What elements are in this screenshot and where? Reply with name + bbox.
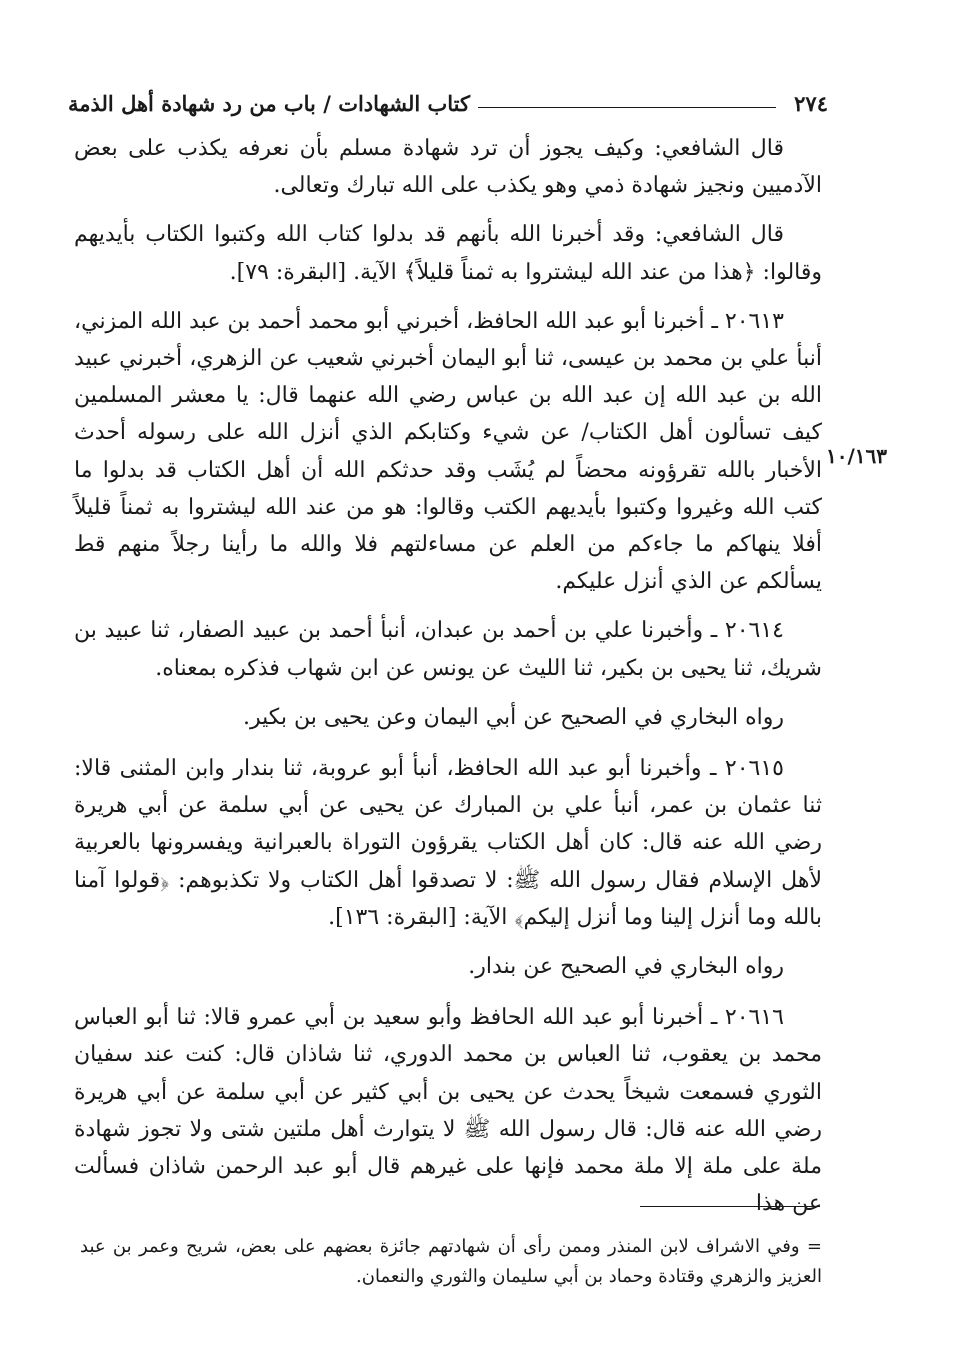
margin-reference: ١٠/١٦٣ [826,444,888,468]
running-title: كتاب الشهادات / باب من رد شهادة أهل الذمة [68,91,471,116]
bukhari-note-1: رواه البخاري في الصحيح عن أبي اليمان وعن يحيى بن بكير. [243,704,784,730]
header-rule [478,107,776,108]
footnote-rule [640,1206,820,1207]
page-number: ٢٧٤ [794,91,828,116]
hadith-20613: ٢٠٦١٣ ـ أخبرنا أبو عبد الله الحافظ، أخبرني أبو محمد أحمد بن عبد الله المزني، أنبأ علي بن محمد بن عيسى، ثنا أبو اليمان أخبرني شعيب عن الزهري، أخبرني عبيد الله بن عبد الله إن عبد الله بن عباس رضي الله عنهما قال: يا معشر المسلمين كيف تسألون أهل الكتاب/ عن شيء وكتابكم الذي أنزل الله على رسوله أحدث الأخبار بالله تقرؤونه محضاً لم يُشَب وقد حدثكم الله أن أهل الكتاب قد بدلوا ما كتب الله وغيروا وكتبوا بأيديهم الكتب وقالوا: هو من عند الله ليشتروا به ثمناً قليلاً أفلا ينهاكم ما جاءكم من العلم عن مساءلتهم فلا والله ما رأينا رجلاً منهم قط يسألكم عن الذي أنزل عليكم. [74,308,823,595]
hadith-20614: ٢٠٦١٤ ـ وأخبرنا علي بن أحمد بن عبدان، أنبأ أحمد بن عبيد الصفار، ثنا عبيد بن شريك، ثنا يحيى بن بكير، ثنا الليث عن يونس عن ابن شهاب فذكره بمعناه. [74,618,822,681]
hadith-20616: ٢٠٦١٦ ـ أخبرنا أبو عبد الله الحافظ وأبو سعيد بن أبي عمرو قالا: ثنا أبو العباس محمد بن يعقوب، ثنا العباس بن محمد الدوري، ثنا شاذان قال: كنت عند سفيان الثوري فسمعت شيخاً يحدث عن يحيى بن أبي كثير عن أبي سلمة عن أبي هريرة رضي الله عنه قال: قال رسول الله ﷺ لا يتوارث أهل ملتين شتى ولا تجوز شهادة ملة على ملة إلا ملة محمد فإنها على غيرهم قال أبو عبد الرحمن شاذان فسألت عن هذا [74,1005,822,1217]
hadith-20615: ٢٠٦١٥ ـ وأخبرنا أبو عبد الله الحافظ، أنبأ أبو عروبة، ثنا بندار وابن المثنى قالا: ثنا عثمان بن عمر، أنبأ علي بن المبارك عن يحيى عن أبي سلمة عن أبي هريرة رضي الله عنه قال: كان أهل الكتاب يقرؤون التوراة بالعبرانية ويفسرونها بالعربية لأهل الإسلام فقال رسول الله ﷺ: لا تصدقوا أهل الكتاب ولا تكذبوهم: ﴿قولوا آمنا بالله وما أنزل إلينا وما أنزل إليكم﴾ الآية: [البقرة: ١٣٦]. [74,756,822,930]
main-text [74,130,822,1234]
running-header [68,82,828,116]
footnote [80,1232,822,1292]
footnote-text: = وفي الاشراف لابن المنذر وممن رأى أن شهادتهم جائزة بعضهم على بعض، شريح وعمر بن عبد العزيز والزهري وقتادة وحماد بن أبي سليمان والثوري والنعمان. [80,1236,822,1287]
paragraph-2: قال الشافعي: وقد أخبرنا الله بأنهم قد بدلوا كتاب الله وكتبوا الكتاب بأيديهم وقالوا: ﴿هذا من عند الله ليشتروا به ثمناً قليلاً﴾ الآية. [البقرة: ٧٩]. [74,222,822,285]
paragraph-1: قال الشافعي: وكيف يجوز أن ترد شهادة مسلم بأن نعرفه يكذب على بعض الآدميين ونجيز شهادة ذمي وهو يكذب على الله تبارك وتعالى. [74,136,822,199]
bukhari-note-2: رواه البخاري في الصحيح عن بندار. [468,954,784,980]
